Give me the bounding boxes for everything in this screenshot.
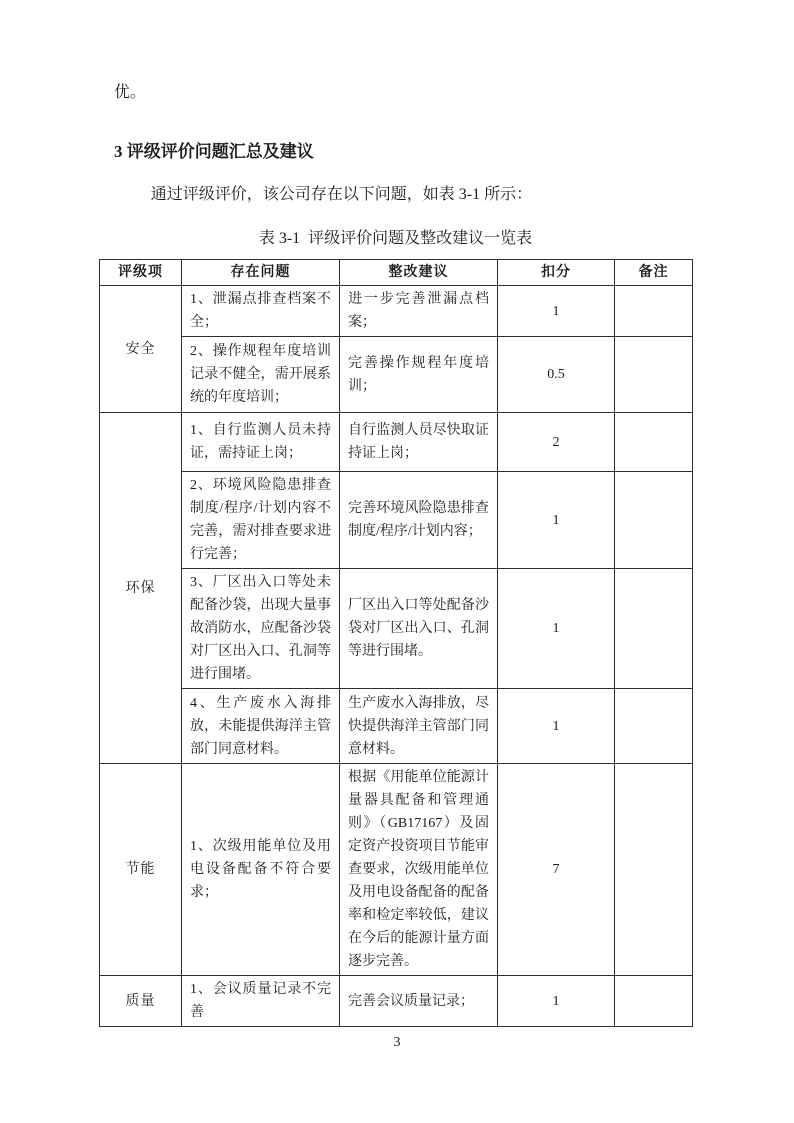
problem-cell: 2、环境风险隐患排查制度/程序/计划内容不完善，需对排查要求进行完善；	[182, 472, 340, 569]
section-heading: 3 评级评价问题汇总及建议	[114, 142, 314, 161]
review-issues-table	[99, 259, 693, 1027]
deduction-cell: 1	[498, 976, 615, 1027]
suggestion-cell: 完善操作规程年度培训；	[340, 337, 498, 413]
suggestion-cell: 完善会议质量记录；	[340, 976, 498, 1027]
table-row	[100, 689, 693, 764]
header-suggestion: 整改建议	[340, 260, 498, 286]
table-row	[100, 764, 693, 976]
header-deduction: 扣分	[498, 260, 615, 286]
deduction-cell: 1	[498, 286, 615, 337]
remark-cell	[615, 286, 693, 337]
deduction-cell: 0.5	[498, 337, 615, 413]
header-remark: 备注	[615, 260, 693, 286]
remark-cell	[615, 764, 693, 976]
problem-cell: 1、会议质量记录不完善	[182, 976, 340, 1027]
deduction-cell: 1	[498, 472, 615, 569]
remark-cell	[615, 569, 693, 689]
remark-cell	[615, 413, 693, 472]
remark-cell	[615, 689, 693, 764]
page-number: 3	[393, 1035, 401, 1050]
header-problem: 存在问题	[182, 260, 340, 286]
table-row	[100, 337, 693, 413]
table-row	[100, 976, 693, 1027]
category-cell-energy: 节能	[100, 764, 182, 976]
table-row	[100, 413, 693, 472]
table-row	[100, 569, 693, 689]
problem-cell: 4、生产废水入海排放，未能提供海洋主管部门同意材料。	[182, 689, 340, 764]
table-header-row	[100, 260, 693, 286]
problem-cell: 1、次级用能单位及用电设备配备不符合要求；	[182, 764, 340, 976]
problem-cell: 2、操作规程年度培训记录不健全，需开展系统的年度培训；	[182, 337, 340, 413]
suggestion-cell: 完善环境风险隐患排查制度/程序/计划内容；	[340, 472, 498, 569]
table-caption: 表 3-1 评级评价问题及整改建议一览表	[258, 230, 533, 247]
deduction-cell: 1	[498, 689, 615, 764]
table-row	[100, 472, 693, 569]
category-cell-quality: 质量	[100, 976, 182, 1027]
suggestion-cell: 根据《用能单位能源计量器具配备和管理通则》（GB17167）及固定资产投资项目节能审查要求，次级用能单位及用电设备配备的配备率和检定率较低，建议在今后的能源计量方面逐步完善。	[340, 764, 498, 976]
problem-cell: 1、泄漏点排查档案不全；	[182, 286, 340, 337]
problem-cell: 3、厂区出入口等处未配备沙袋，出现大量事故消防水，应配备沙袋对厂区出入口、孔洞等进行围堵。	[182, 569, 340, 689]
category-cell-environment: 环保	[100, 413, 182, 764]
remark-cell	[615, 976, 693, 1027]
deduction-cell: 2	[498, 413, 615, 472]
deduction-cell: 7	[498, 764, 615, 976]
intro-paragraph: 通过评级评价，该公司存在以下问题，如表 3-1 所示：	[150, 186, 533, 203]
category-cell-safety: 安全	[100, 286, 182, 413]
deduction-cell: 1	[498, 569, 615, 689]
header-category: 评级项	[100, 260, 182, 286]
remark-cell	[615, 337, 693, 413]
remark-cell	[615, 472, 693, 569]
suggestion-cell: 自行监测人员尽快取证持证上岗；	[340, 413, 498, 472]
suggestion-cell: 厂区出入口等处配备沙袋对厂区出入口、孔洞等进行围堵。	[340, 569, 498, 689]
problem-cell: 1、自行监测人员未持证，需持证上岗；	[182, 413, 340, 472]
opening-text: 优。	[114, 84, 147, 101]
suggestion-cell: 进一步完善泄漏点档案；	[340, 286, 498, 337]
table-row	[100, 286, 693, 337]
suggestion-cell: 生产废水入海排放，尽快提供海洋主管部门同意材料。	[340, 689, 498, 764]
